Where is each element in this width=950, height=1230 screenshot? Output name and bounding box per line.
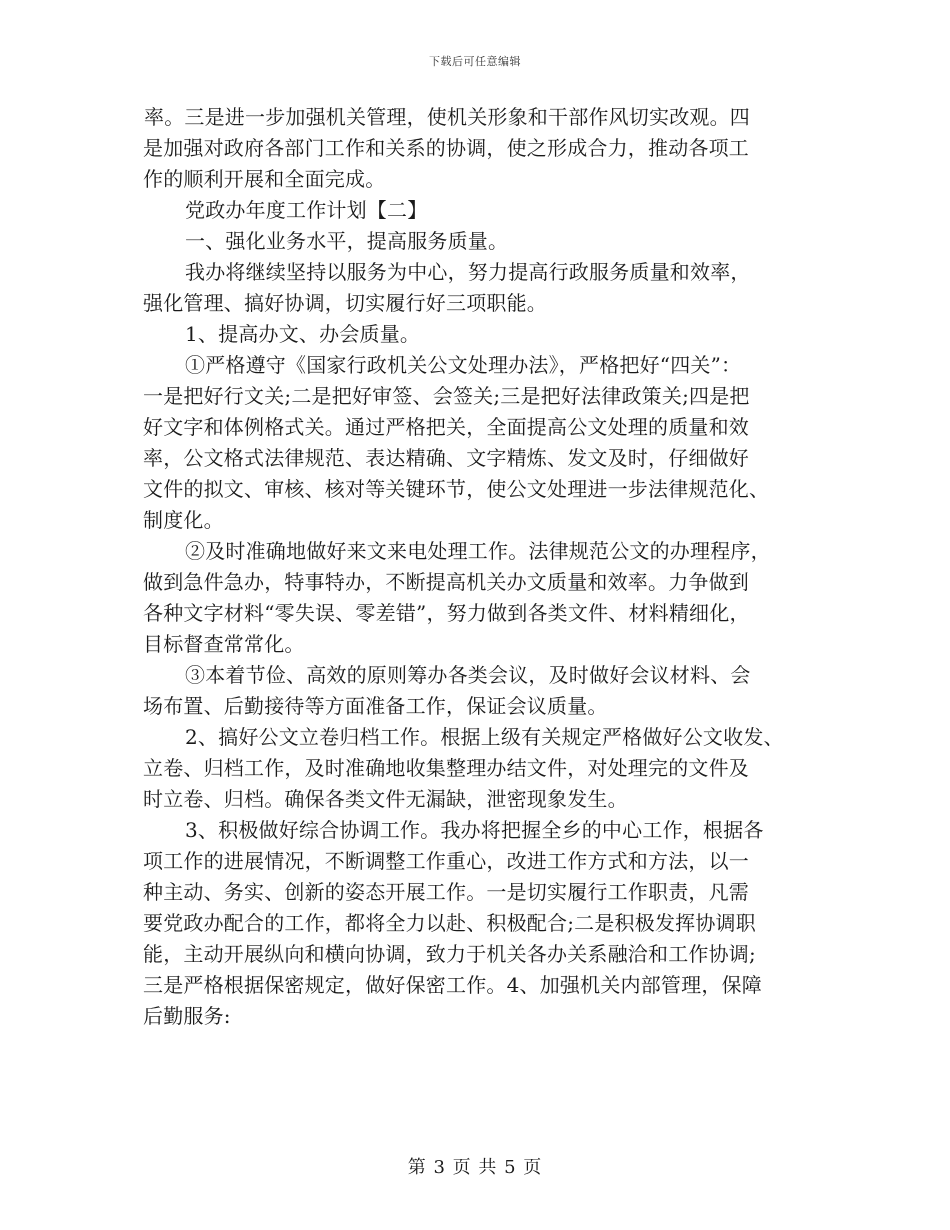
text-line: 2、搞好公文立卷归档工作。根据上级有关规定严格做好公文收发、	[185, 725, 784, 749]
text-line: 率，公文格式法律规范、表达精确、文字精炼、发文及时，仔细做好	[143, 446, 749, 470]
text-line: 一是把好行文关;二是把好审签、会签关;三是把好法律政策关;四是把	[143, 384, 750, 408]
text-line: ②及时准确地做好来文来电处理工作。法律规范公文的办理程序，	[185, 539, 771, 563]
text-line: 项工作的进展情况，不断调整工作重心，改进工作方式和方法，以一	[143, 849, 749, 873]
text-line: 作的顺利开展和全面完成。	[143, 167, 386, 191]
text-line: 后勤服务:	[143, 1004, 231, 1028]
text-line: 我办将继续坚持以服务为中心，努力提高行政服务质量和效率，	[185, 260, 751, 284]
text-line: 目标督查常常化。	[143, 632, 305, 656]
section-heading: 党政办年度工作计划【二】	[185, 198, 428, 222]
text-line: 做到急件急办，特事特办，不断提高机关办文质量和效率。力争做到	[143, 570, 749, 594]
text-line: 3、积极做好综合协调工作。我办将把握全乡的中心工作，根据各	[185, 818, 764, 842]
text-line: ①严格遵守《国家行政机关公文处理办法》，严格把好“四关”：	[185, 353, 742, 377]
text-line: 好文字和体例格式关。通过严格把关，全面提高公文处理的质量和效	[143, 415, 749, 439]
subsection-heading: 一、强化业务水平，提高服务质量。	[185, 229, 509, 253]
text-line: 场布置、后勤接待等方面准备工作，保证会议质量。	[143, 694, 608, 718]
text-line: 种主动、务实、创新的姿态开展工作。一是切实履行工作职责，凡需	[143, 880, 749, 904]
text-line: 各种文字材料“零失误、零差错”，努力做到各类文件、材料精细化，	[143, 601, 750, 625]
text-line: 三是严格根据保密规定，做好保密工作。4、加强机关内部管理，保障	[143, 973, 762, 997]
subsection-heading: 1、提高办文、办会质量。	[185, 322, 421, 346]
page-header: 下载后可任意编辑	[429, 55, 521, 68]
text-line: 文件的拟文、审核、核对等关键环节，使公文处理进一步法律规范化、	[143, 477, 770, 501]
text-line: 时立卷、归档。确保各类文件无漏缺，泄密现象发生。	[143, 787, 628, 811]
text-line: 是加强对政府各部门工作和关系的协调，使之形成合力，推动各项工	[143, 136, 749, 160]
text-line: 率。三是进一步加强机关管理，使机关形象和干部作风切实改观。四	[144, 105, 750, 129]
text-line: ③本着节俭、高效的原则筹办各类会议，及时做好会议材料、会	[185, 663, 751, 687]
text-line: 强化管理、搞好协调，切实履行好三项职能。	[143, 291, 547, 315]
text-line: 能，主动开展纵向和横向协调，致力于机关各办关系融洽和工作协调;	[143, 942, 756, 966]
text-line: 要党政办配合的工作，都将全力以赴、积极配合;二是积极发挥协调职	[143, 911, 756, 935]
text-line: 制度化。	[143, 508, 224, 532]
page-footer: 第 3 页 共 5 页	[407, 1157, 543, 1178]
text-line: 立卷、归档工作，及时准确地收集整理办结文件，对处理完的文件及	[143, 756, 749, 780]
